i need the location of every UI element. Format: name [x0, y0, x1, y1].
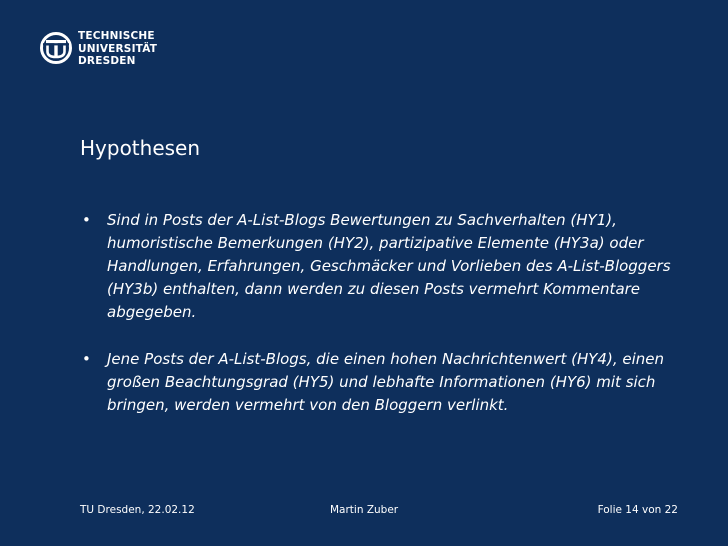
footer-institution-date: TU Dresden, 22.02.12	[80, 504, 195, 516]
bullet-list	[82, 209, 682, 441]
bullet-text: Sind in Posts der A-List-Blogs Bewertungen zu Sachverhalten (HY1), humoristische Bemerkungen (HY2), partizipative Elemente (HY3a) oder Handlungen, Erfahrungen, Geschmäcker und Vorlieben des A-List-Bloggers (HY3b) enthalten, dann werden zu diesen Posts vermehrt Kommentare abgegeben.	[107, 211, 671, 321]
bullet-item-1	[82, 209, 682, 324]
slide-footer	[80, 504, 678, 520]
university-seal-icon	[40, 31, 72, 65]
logo-line-2: UNIVERSITÄT	[78, 42, 158, 55]
bullet-marker: •	[82, 211, 91, 229]
footer-slide-number: Folie 14 von 22	[597, 504, 678, 516]
tu-dresden-logo	[40, 30, 180, 74]
logo-wordmark	[78, 30, 157, 68]
logo-line-3: DRESDEN	[78, 55, 136, 67]
footer-author: Martin Zuber	[330, 504, 399, 516]
slide-title: Hypothesen	[80, 136, 201, 160]
logo-line-1: TECHNISCHE	[78, 30, 155, 42]
bullet-text: Jene Posts der A-List-Blogs, die einen hohen Nachrichtenwert (HY4), einen großen Beachtungsgrad (HY5) und lebhafte Informationen (HY6) mit sich bringen, werden vermehrt von den Bloggern verlinkt.	[107, 350, 664, 414]
bullet-item-2	[82, 348, 682, 417]
bullet-marker: •	[82, 350, 91, 368]
